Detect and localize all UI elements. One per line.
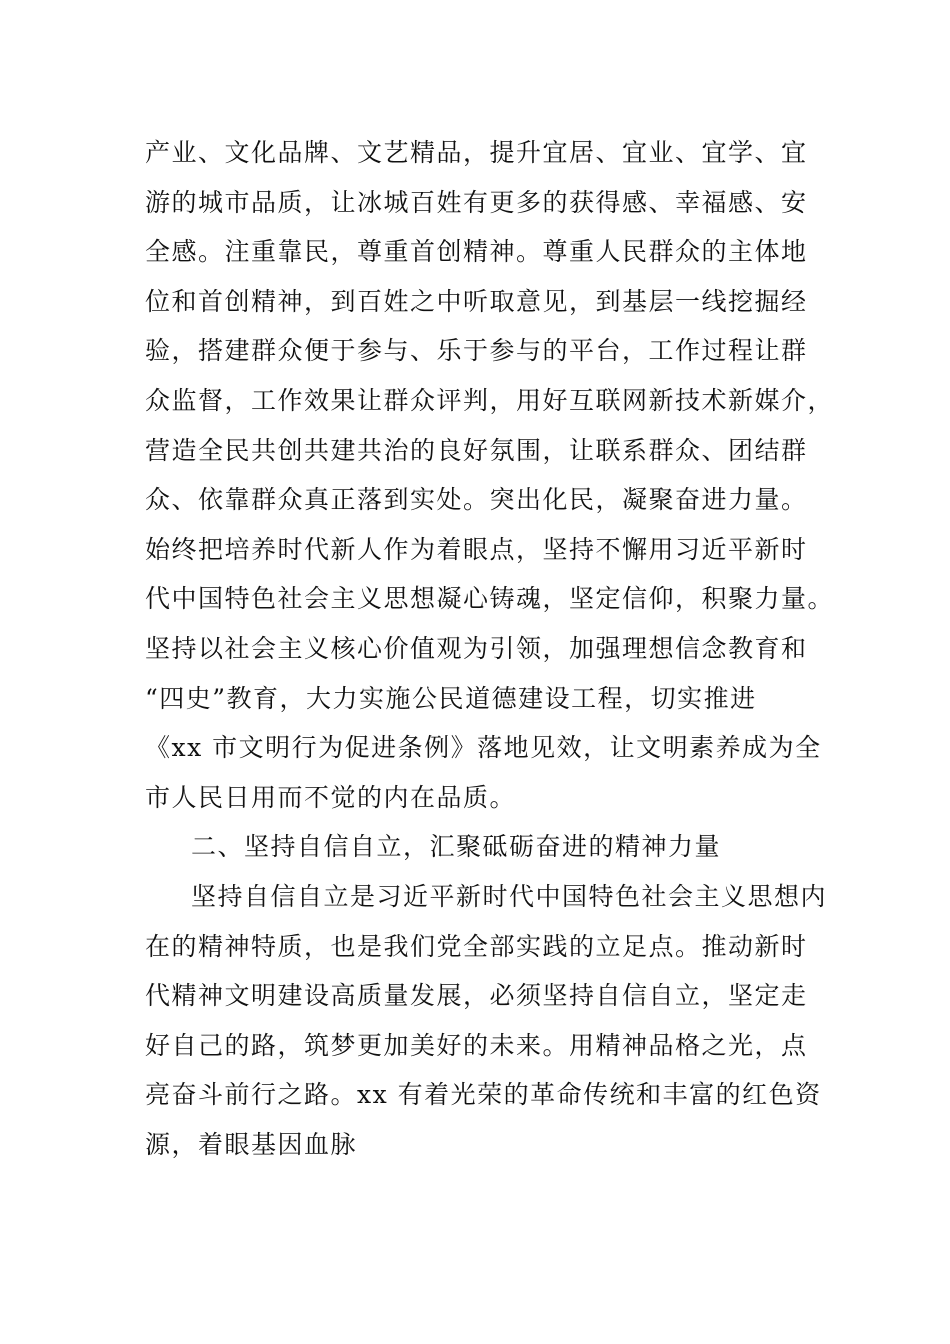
text-line: 坚持以社会主义核心价值观为引领，加强理想信念教育和 bbox=[145, 633, 808, 663]
text-line: 代精神文明建设高质量发展，必须坚持自信自立，坚定走 bbox=[145, 981, 808, 1011]
text-line: “四史”教育，大力实施公民道德建设工程，切实推进 bbox=[145, 683, 757, 713]
text-line: 游的城市品质，让冰城百姓有更多的获得感、幸福感、安 bbox=[145, 187, 808, 217]
text-line: 《xx 市文明行为促进条例》落地见效，让文明素养成为全 bbox=[145, 733, 822, 763]
text-line: 源，着眼基因血脉 bbox=[145, 1129, 358, 1159]
text-line: 营造全民共创共建共治的良好氛围，让联系群众、团结群 bbox=[145, 435, 808, 465]
text-line: 始终把培养时代新人作为着眼点，坚持不懈用习近平新时 bbox=[145, 534, 808, 564]
text-line: 市人民日用而不觉的内在品质。 bbox=[145, 782, 517, 812]
section-heading: 二、坚持自信自立，汇聚砥砺奋进的精神力量 bbox=[191, 832, 722, 862]
text-line: 在的精神特质，也是我们党全部实践的立足点。推动新时 bbox=[145, 931, 808, 961]
text-line: 好自己的路，筑梦更加美好的未来。用精神品格之光，点 bbox=[145, 1030, 808, 1060]
text-line: 产业、文化品牌、文艺精品，提升宜居、宜业、宜学、宜 bbox=[145, 138, 808, 167]
text-line: 众监督，工作效果让群众评判，用好互联网新技术新媒介， bbox=[145, 385, 835, 415]
text-line: 位和首创精神，到百姓之中听取意见，到基层一线挖掘经 bbox=[145, 286, 808, 316]
text-line: 亮奋斗前行之路。xx 有着光荣的革命传统和丰富的红色资 bbox=[145, 1080, 822, 1110]
text-line: 众、依靠群众真正落到实处。突出化民，凝聚奋进力量。 bbox=[145, 485, 808, 515]
text-line: 验，搭建群众便于参与、乐于参与的平台，工作过程让群 bbox=[145, 336, 808, 366]
text-line: 全感。注重靠民，尊重首创精神。尊重人民群众的主体地 bbox=[145, 237, 808, 267]
body-text bbox=[145, 128, 835, 1169]
paragraph-first-line: 坚持自信自立是习近平新时代中国特色社会主义思想内 bbox=[191, 881, 828, 911]
text-line: 代中国特色社会主义思想凝心铸魂，坚定信仰，积聚力量。 bbox=[145, 584, 835, 614]
